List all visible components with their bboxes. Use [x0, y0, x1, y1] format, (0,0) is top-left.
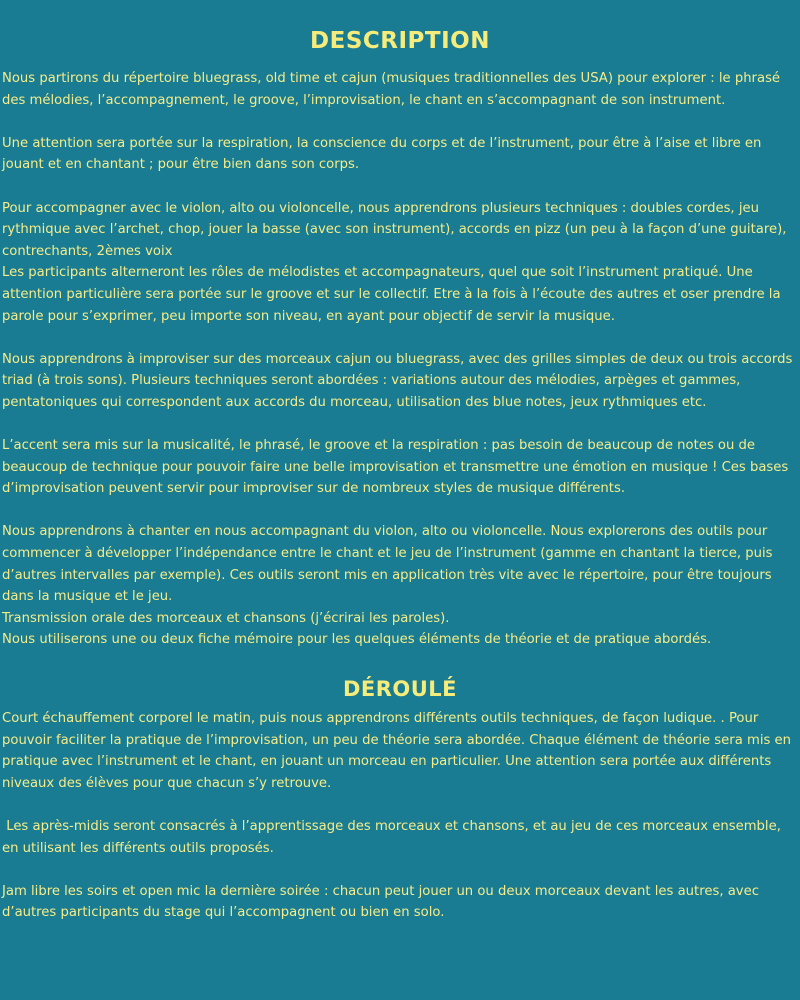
deroule-paragraph-2: Les après-midis seront consacrés à l’apprentissage des morceaux et chansons, et au jeu de ces morceaux ensemble, en utilisant les différents outils proposés.	[2, 819, 786, 856]
description-heading: DESCRIPTION	[310, 28, 490, 54]
description-paragraph-4: Les participants alterneront les rôles de mélodistes et accompagnateurs, quel que soit l’instrument pratiqué. Une attention particulière sera portée sur le groove et sur le collectif. Etre à la fois à l’écoute des autres et oser prendre la parole pour s’exprimer, peu importe son niveau, en ayant pour objectif de servir la musique.	[2, 265, 781, 324]
description-paragraph-2: Une attention sera portée sur la respiration, la conscience du corps et de l’instrument, pour être à l’aise et libre en jouant et en chantant ; pour être bien dans son corps.	[2, 135, 762, 173]
deroule-paragraph-1: Court échauffement corporel le matin, puis nous apprendrons différents outils techniques, de façon ludique. . Pour pouvoir faciliter la pratique de l’improvisation, un peu de théorie sera abordée. Chaque élément de théorie sera mis en pratique avec l’instrument et le chant, en jouant un morceau en particulier. Une attention sera portée aux différents niveaux des élèves pour que chacun s’y retrouve.	[2, 711, 792, 791]
description-paragraph-1: Nous partirons du répertoire bluegrass, old time et cajun (musiques traditionnelles des USA) pour explorer : le phrasé des mélodies, l’accompagnement, le groove, l’improvisation, le chant en s’accompagnant de son instrument.	[2, 71, 781, 108]
deroule-heading: DÉROULÉ	[342, 677, 458, 702]
deroule-paragraph-3: Jam libre les soirs et open mic la dernière soirée : chacun peut jouer un ou deux morceaux devant les autres, avec d’autres participants du stage qui l’accompagnent ou bien en solo.	[2, 883, 759, 921]
description-paragraph-7: Nous apprendrons à chanter en nous accompagnant du violon, alto ou violoncelle. Nous explorerons des outils pour commencer à développer l’indépendance entre le chant et le jeu de l’instrument (gamme en chantant la tierce, puis d’autres intervalles par exemple). Ces outils seront mis en application très vite avec le répertoire, pour être toujours dans la musique et le jeu.	[2, 524, 773, 605]
spacer	[2, 176, 798, 198]
spacer	[2, 859, 798, 881]
description-paragraph-6: L’accent sera mis sur la musicalité, le phrasé, le groove et la respiration : pas besoin de beaucoup de notes ou de beaucoup de technique pour pouvoir faire une belle improvisation et transmettre une émotion en musique ! Ces bases d’improvisation peuvent servir pour improviser sur de nombreux styles de musique différents.	[2, 438, 789, 497]
spacer	[2, 794, 798, 816]
spacer	[2, 500, 798, 522]
description-paragraph-5: Nous apprendrons à improviser sur des morceaux cajun ou bluegrass, avec des grilles simples de deux ou trois accords triad (à trois sons). Plusieurs techniques seront abordées : variations autour des mélodies, arpèges et gammes, pentatoniques qui correspondent aux accords du morceau, utilisation des blue notes, jeux rythmiques etc.	[2, 351, 793, 410]
description-paragraph-9: Nous utiliserons une ou deux fiche mémoire pour les quelques éléments de théorie et de pratique abordés.	[2, 632, 712, 648]
spacer	[2, 327, 798, 349]
description-paragraph-3: Pour accompagner avec le violon, alto ou violoncelle, nous apprendrons plusieurs techniques : doubles cordes, jeu rythmique avec l’archet, chop, jouer la basse (avec son instrument), accords en pizz (un peu à la façon d’une guitare), contrechants, 2èmes voix	[2, 200, 787, 259]
spacer	[2, 414, 798, 436]
spacer	[2, 111, 798, 133]
description-paragraph-8: Transmission orale des morceaux et chansons (j’écrirai les paroles).	[2, 610, 450, 626]
